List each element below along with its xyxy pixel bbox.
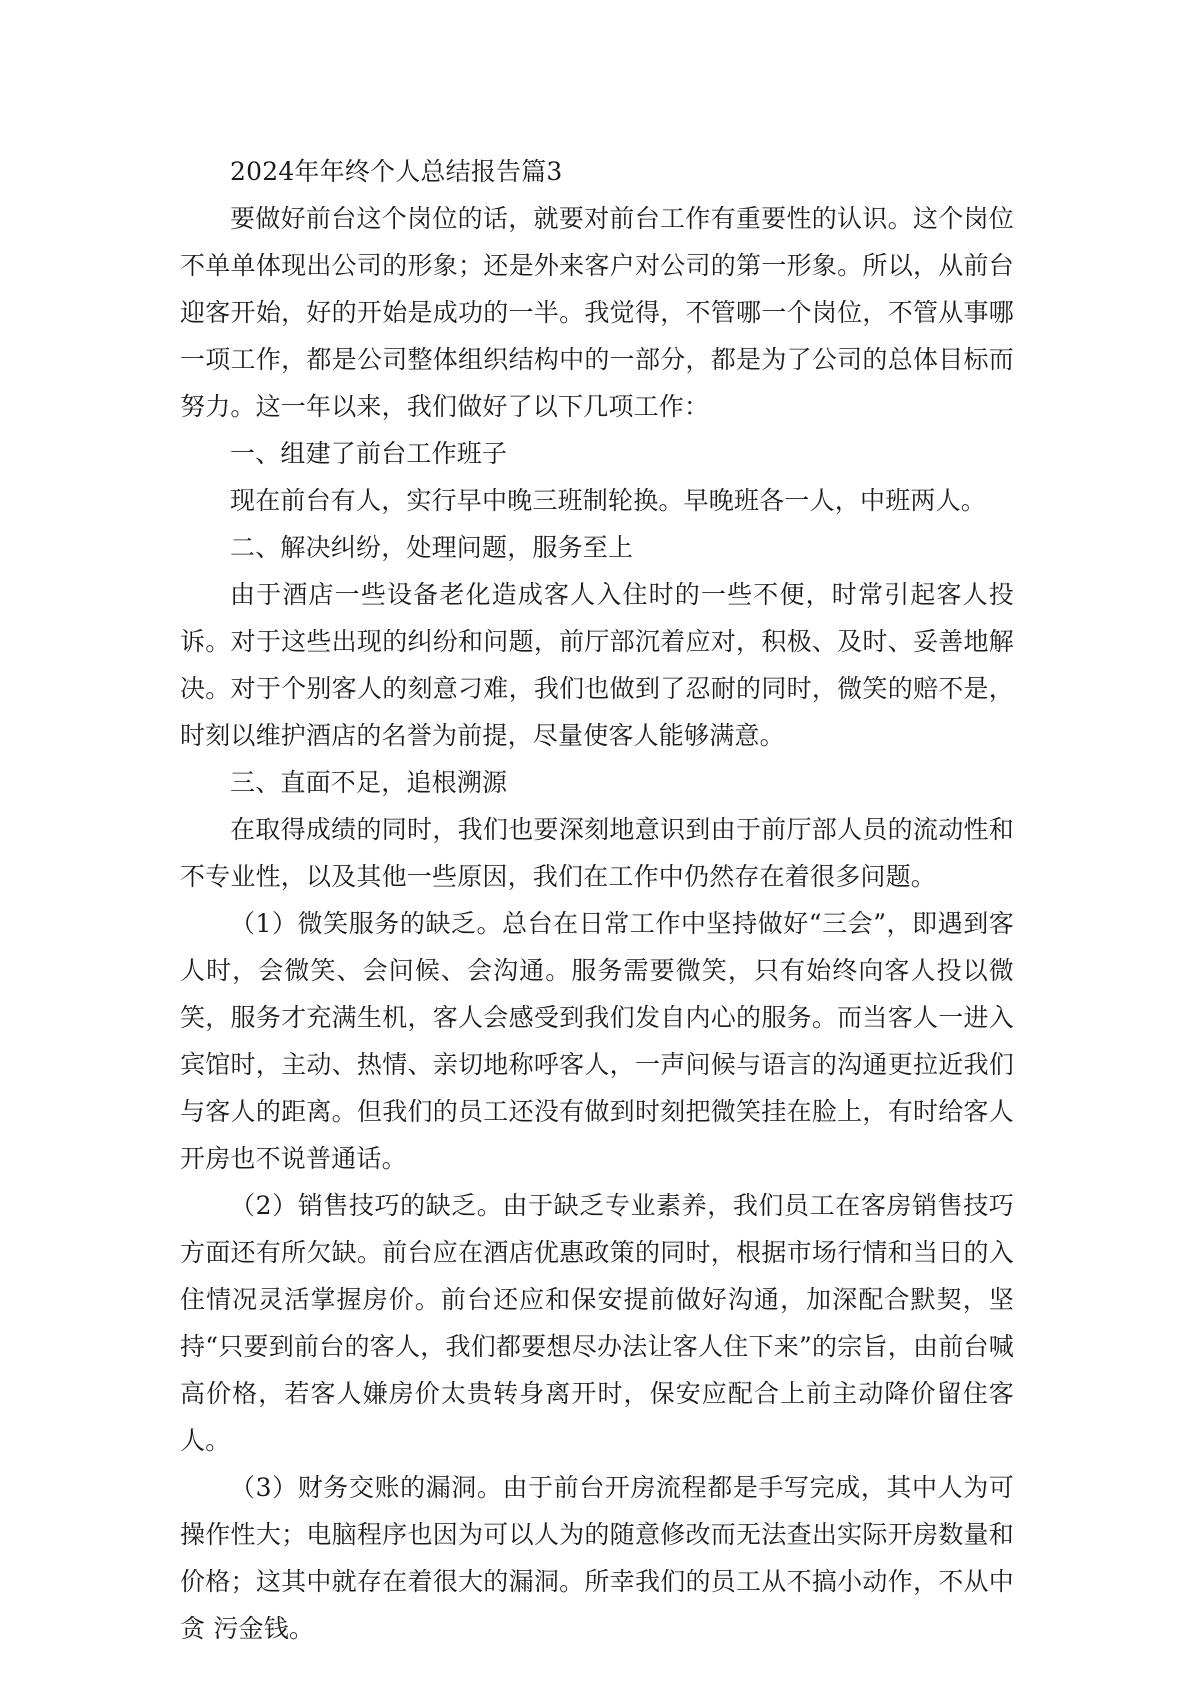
paragraph-disputes: 由于酒店一些设备老化造成客人入住时的一些不便，时常引起客人投诉。对于这些出现的纠纷和问题，前厅部沉着应对，积极、及时、妥善地解决。对于个别客人的刻意刁难，我们也做到了忍耐的同时，微笑的赔不是，时刻以维护酒店的名誉为前提，尽量使客人能够满意。	[180, 580, 1014, 750]
paragraph-item-2: （2）销售技巧的缺乏。由于缺乏专业素养，我们员工在客房销售技巧方面还有所欠缺。前台应在酒店优惠政策的同时，根据市场行情和当日的入住情况灵活掌握房价。前台还应和保安提前做好沟通，加深配合默契，坚持“只要到前台的客人，我们都要想尽办法让客人住下来”的宗旨，由前台喊高价格，若客人嫌房价太贵转身离开时，保安应配合上前主动降价留住客人。	[180, 1191, 1014, 1455]
paragraph-item-1: （1）微笑服务的缺乏。总台在日常工作中坚持做好“三会”，即遇到客人时，会微笑、会问候、会沟通。服务需要微笑，只有始终向客人投以微笑，服务才充满生机，客人会感受到我们发自内心的服务。而当客人一进入宾馆时，主动、热情、亲切地称呼客人，一声问候与语言的沟通更拉近我们与客人的距离。但我们的员工还没有做到时刻把微笑挂在脸上，有时给客人开房也不说普通话。	[180, 909, 1014, 1173]
document-body	[180, 148, 1014, 1652]
paragraph-staffing: 现在前台有人，实行早中晚三班制轮换。早晚班各一人，中班两人。	[230, 486, 987, 515]
paragraph-shortcomings: 在取得成绩的同时，我们也要深刻地意识到由于前厅部人员的流动性和不专业性，以及其他一些原因，我们在工作中仍然存在着很多问题。	[180, 815, 1014, 891]
paragraph-intro: 要做好前台这个岗位的话，就要对前台工作有重要性的认识。这个岗位不单单体现出公司的形象；还是外来客户对公司的第一形象。所以，从前台迎客开始，好的开始是成功的一半。我觉得，不管哪一个岗位，不管从事哪一项工作，都是公司整体组织结构中的一部分，都是为了公司的总体目标而努力。这一年以来，我们做好了以下几项工作：	[180, 204, 1014, 421]
section-heading-2: 二、解决纠纷，处理问题，服务至上	[230, 533, 634, 562]
section-heading-3: 三、直面不足，追根溯源	[230, 768, 508, 797]
document-title: 2024年年终个人总结报告篇3	[230, 157, 563, 186]
section-heading-1: 一、组建了前台工作班子	[230, 439, 508, 468]
paragraph-item-3: （3）财务交账的漏洞。由于前台开房流程都是手写完成，其中人为可操作性大；电脑程序也因为可以人为的随意修改而无法查出实际开房数量和价格；这其中就存在着很大的漏洞。所幸我们的员工从不搞小动作，不从中贪 污金钱。	[180, 1473, 1014, 1643]
